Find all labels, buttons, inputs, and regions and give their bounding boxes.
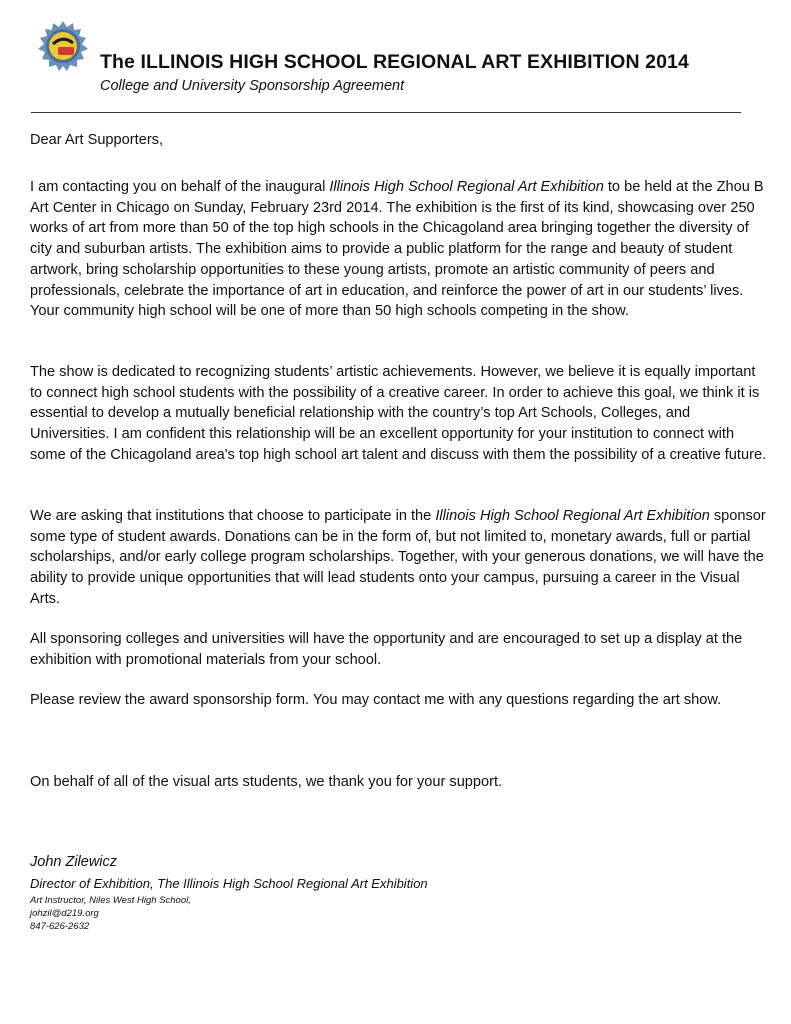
salutation: Dear Art Supporters, (30, 132, 164, 148)
document-subtitle: College and University Sponsorship Agreement (100, 78, 405, 94)
signature-name: John Zilewicz (30, 854, 118, 870)
exhibition-name: Illinois High School Regional Art Exhibition (435, 508, 710, 524)
document-title: The ILLINOIS HIGH SCHOOL REGIONAL ART EXHIBITION 2014 (100, 51, 689, 73)
paragraph-3: We are asking that institutions that choose to participate in the Illinois High School Regional Art Exhibition sponsor some type of student awards. Donations can be in the form of, but not limited to, monetary awards, full or partial scholarships, and/or early college program scholarships. Together, with your generous donations, we will have the ability to provide unique opportunities that will lead students onto your campus, pursuing a career in the Visual Arts. (30, 508, 766, 607)
paragraph-2: The show is dedicated to recognizing students’ artistic achievements. However, we believe it is equally important to connect high school students with the possibility of a creative career. In order to achieve this goal, we think it is essential to develop a mutually beneficial relationship with the country’s top Art Schools, Colleges, and Universities. I am confident this relationship will be an excellent opportunity for your institution to connect with some of the Chicagoland area's top high school art talent and discuss with them the possibility of a creative future. (30, 364, 767, 463)
exhibition-name: Illinois High School Regional Art Exhibition (329, 179, 604, 195)
header-divider (31, 112, 741, 113)
paragraph-4: All sponsoring colleges and universities will have the opportunity and are encouraged to set up a display at the exhibition with promotional materials from your school. (30, 631, 743, 668)
closing-line: On behalf of all of the visual arts students, we thank you for your support. (30, 774, 503, 790)
signature-email[interactable]: johzil@d219.org (30, 908, 99, 919)
paragraph-5: Please review the award sponsorship form. You may contact me with any questions regarding the art show. (30, 692, 722, 708)
paragraph-1: I am contacting you on behalf of the inaugural Illinois High School Regional Art Exhibition to be held at the Zhou B Art Center in Chicago on Sunday, February 23rd 2014. The exhibition is the first of its kind, showcasing over 250 works of art from more than 50 of the top high schools in the Chicagoland area bringing together the diversity of city and suburban artists. The exhibition aims to provide a public platform for the range and beauty of student artwork, bring scholarship opportunities to these young artists, promote an artistic community of peers and professionals, celebrate the importance of art in education, and reinforce the power of art in our students’ lives. Your community high school will be one of more than 50 high schools competing in the show. (30, 179, 764, 320)
signature-position: Art Instructor, Niles West High School, (30, 895, 191, 906)
exhibition-logo (38, 21, 88, 71)
signature-role: Director of Exhibition, The Illinois High School Regional Art Exhibition (30, 876, 428, 891)
signature-phone: 847-626-2632 (30, 921, 90, 932)
